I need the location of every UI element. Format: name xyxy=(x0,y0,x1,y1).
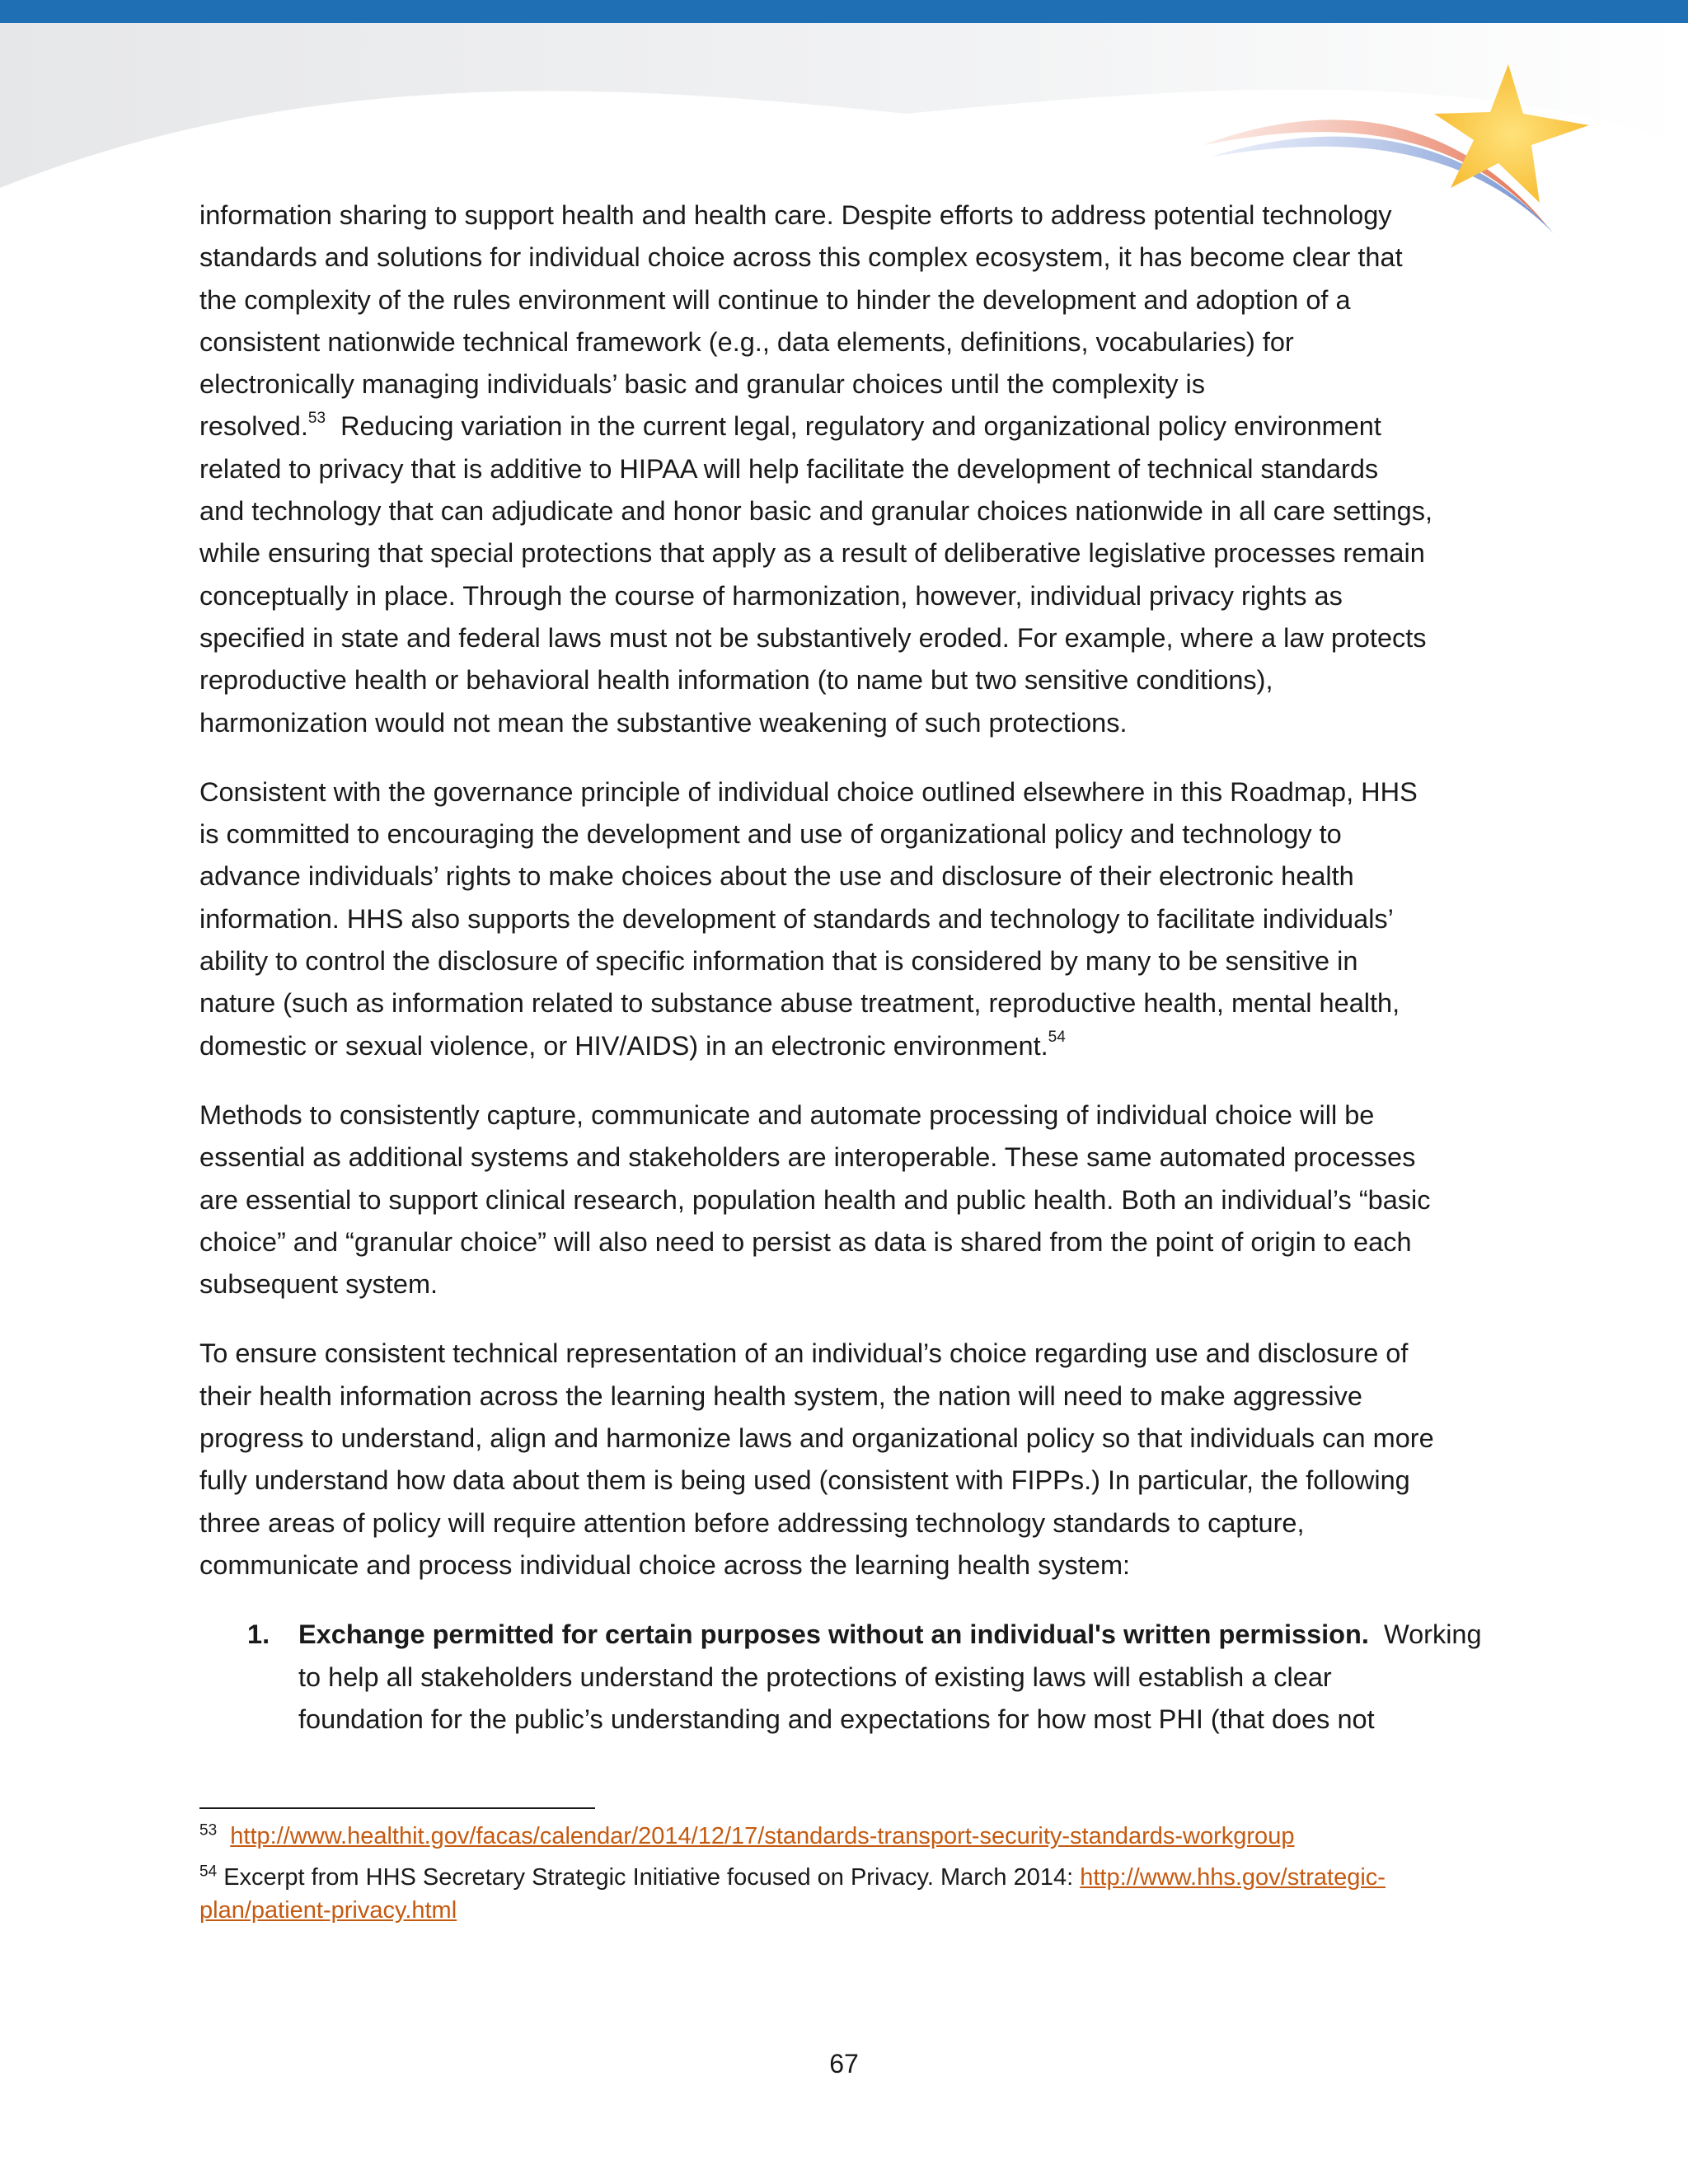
text-line: nature (such as information related to substance abuse treatment, reproductive health, mental health, xyxy=(199,988,1400,1019)
text-segment: resolved. xyxy=(199,411,308,442)
text-line: electronically managing individuals’ basic and granular choices until the complexity is xyxy=(199,369,1205,400)
footnote-divider xyxy=(199,1807,595,1809)
text-line: fully understand how data about them is being used (consistent with FIPPs.) In particular, the following xyxy=(199,1465,1410,1496)
text-line: ability to control the disclosure of specific information that is considered by many to be sensitive in xyxy=(199,946,1358,977)
footnote-53 xyxy=(199,1820,1487,1853)
paragraph-3 xyxy=(199,1094,1487,1305)
footnote-ref-53[interactable]: 53 xyxy=(307,409,326,427)
footnote-ref-54[interactable]: 54 xyxy=(1048,1028,1066,1046)
text-line: Consistent with the governance principle of individual choice outlined elsewhere in this Roadmap, HHS xyxy=(199,776,1418,807)
text-line: foundation for the public’s understanding and expectations for how most PHI (that does not xyxy=(298,1704,1375,1734)
text-segment: Reducing variation in the current legal, regulatory and organizational policy environment xyxy=(326,411,1381,442)
text-line: communicate and process individual choice across the learning health system: xyxy=(199,1549,1131,1580)
text-line: subsequent system. xyxy=(199,1269,438,1300)
page-number: 67 xyxy=(829,2049,859,2079)
text-line: advance individuals’ rights to make choices about the use and disclosure of their electronic health xyxy=(199,861,1354,892)
text-line: to help all stakeholders understand the protections of existing laws will establish a clear xyxy=(298,1661,1332,1692)
text-line: essential as additional systems and stakeholders are interoperable. These same automated processes xyxy=(199,1142,1416,1173)
text-line: information sharing to support health and health care. Despite efforts to address potential technology xyxy=(199,200,1392,230)
text-line xyxy=(298,1614,1487,1656)
list-heading: Exchange permitted for certain purposes without an individual's written permission. xyxy=(298,1619,1369,1650)
footnote-link-continued[interactable]: plan/patient-privacy.html xyxy=(199,1897,457,1924)
text-line: harmonization would not mean the substantive weakening of such protections. xyxy=(199,707,1128,738)
text-line: Methods to consistently capture, communicate and automate processing of individual choice will be xyxy=(199,1099,1375,1130)
footnote-link[interactable]: http://www.healthit.gov/facas/calendar/2014/12/17/standards-transport-security-standards-workgroup xyxy=(230,1823,1295,1849)
footnote-text: Excerpt from HHS Secretary Strategic Initiative focused on Privacy. March 2014: xyxy=(217,1864,1081,1891)
text-line: three areas of policy will require attention before addressing technology standards to capture, xyxy=(199,1507,1305,1538)
text-line: conceptually in place. Through the course of harmonization, however, individual privacy rights as xyxy=(199,580,1343,611)
header-bar xyxy=(0,0,1688,23)
footnote-link[interactable]: http://www.hhs.gov/strategic- xyxy=(1080,1864,1386,1891)
paragraph-2 xyxy=(199,771,1487,1067)
text-line xyxy=(199,405,1487,448)
paragraph-4 xyxy=(199,1333,1487,1586)
main-content xyxy=(199,194,1487,1741)
text-line xyxy=(199,1025,1487,1067)
text-segment: domestic or sexual violence, or HIV/AIDS) in an electronic environment. xyxy=(199,1030,1048,1061)
text-line: their health information across the learning health system, the nation will need to make aggressive xyxy=(199,1380,1362,1411)
text-line: progress to understand, align and harmonize laws and organizational policy so that individuals can more xyxy=(199,1423,1434,1454)
text-line: reproductive health or behavioral health information (to name but two sensitive conditions), xyxy=(199,665,1273,696)
text-line: are essential to support clinical research, population health and public health. Both an individual’s “basic xyxy=(199,1184,1431,1215)
text-line: related to privacy that is additive to HIPAA will help facilitate the development of technical standards xyxy=(199,453,1379,484)
text-line: while ensuring that special protections that apply as a result of deliberative legislative processes remain xyxy=(199,538,1425,569)
footnote-54 xyxy=(199,1861,1487,1927)
footnotes xyxy=(199,1820,1487,1935)
text-segment: Working xyxy=(1368,1619,1482,1650)
text-line: choice” and “granular choice” will also need to persist as data is shared from the point of origin to each xyxy=(199,1226,1412,1257)
text-line: and technology that can adjudicate and honor basic and granular choices nationwide in all care settings, xyxy=(199,496,1432,527)
text-line: specified in state and federal laws must not be substantively eroded. For example, where a law protects xyxy=(199,622,1427,653)
text-line: standards and solutions for individual choice across this complex ecosystem, it has become clear that xyxy=(199,242,1403,273)
paragraph-1 xyxy=(199,194,1487,744)
list-number: 1. xyxy=(247,1619,270,1650)
footnote-marker: 53 xyxy=(199,1821,218,1840)
footnote-marker: 54 xyxy=(199,1863,218,1881)
text-line: information. HHS also supports the development of standards and technology to facilitate individuals’ xyxy=(199,903,1394,934)
list-item-1 xyxy=(199,1614,1487,1741)
text-line: consistent nationwide technical framework (e.g., data elements, definitions, vocabularies) for xyxy=(199,326,1294,357)
text-line: is committed to encouraging the development and use of organizational policy and technology to xyxy=(199,819,1342,850)
text-line: the complexity of the rules environment will continue to hinder the development and adoption of a xyxy=(199,284,1351,315)
text-line: To ensure consistent technical representation of an individual’s choice regarding use and disclosure of xyxy=(199,1338,1409,1369)
